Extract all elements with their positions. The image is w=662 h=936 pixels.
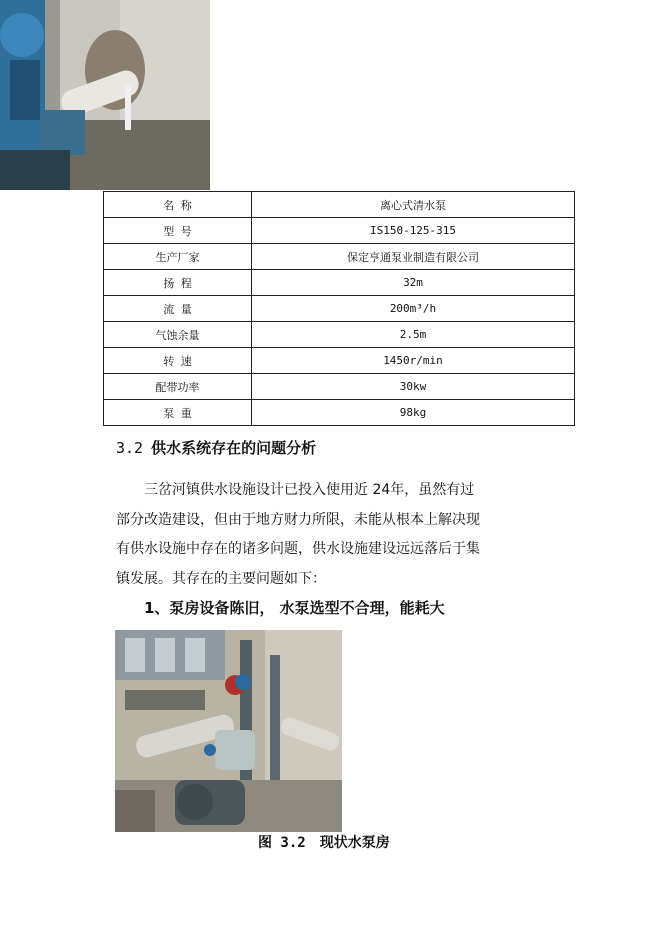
section-title: 供水系统存在的问题分析 [151,439,317,457]
pump-room-photo [115,630,342,832]
spec-label: 名 称 [104,192,252,218]
spec-label: 型 号 [104,218,252,244]
spec-value: 30kw [252,374,575,400]
spec-label: 流 量 [104,296,252,322]
spec-value: IS150-125-315 [252,218,575,244]
table-row [104,348,575,374]
spec-value: 1450r/min [252,348,575,374]
paragraph-line: 有供水设施中存在的诸多问题，供水设施建设远远落后于集 [116,541,480,557]
figure-caption [258,832,390,852]
table-row [104,218,575,244]
pump-spec-table [103,191,575,426]
table-row [104,400,575,426]
section-number: 3.2 [116,439,144,457]
paragraph-line: 三岔河镇供水设施设计已投入使用近 24年，虽然有过 [144,482,475,498]
spec-label: 转 速 [104,348,252,374]
spec-value: 98kg [252,400,575,426]
section-heading [116,437,316,458]
pump-photo-top [0,0,210,190]
table-row [104,322,575,348]
table-row [104,192,575,218]
spec-value: 保定亨通泵业制造有限公司 [252,244,575,270]
figure-caption-text: 现状水泵房 [319,835,390,851]
paragraph-line: 部分改造建设，但由于地方财力所限，未能从根本上解决现 [116,511,480,528]
spec-value: 32m [252,270,575,296]
spec-label: 配带功率 [104,374,252,400]
spec-value: 200m³/h [252,296,575,322]
table-row [104,296,575,322]
spec-value: 离心式清水泵 [252,192,575,218]
body-paragraph [116,476,561,594]
spec-label: 气蚀余量 [104,322,252,348]
spec-value: 2.5m [252,322,575,348]
table-row [104,244,575,270]
spec-label: 生产厂家 [104,244,252,270]
problem-subheading: 1、泵房设备陈旧， 水泵选型不合理，能耗大 [144,599,445,617]
spec-label: 扬 程 [104,270,252,296]
figure-number: 图 3.2 [258,835,306,851]
table-row [104,374,575,400]
paragraph-line: 镇发展。其存在的主要问题如下： [116,570,326,587]
table-row [104,270,575,296]
spec-label: 泵 重 [104,400,252,426]
